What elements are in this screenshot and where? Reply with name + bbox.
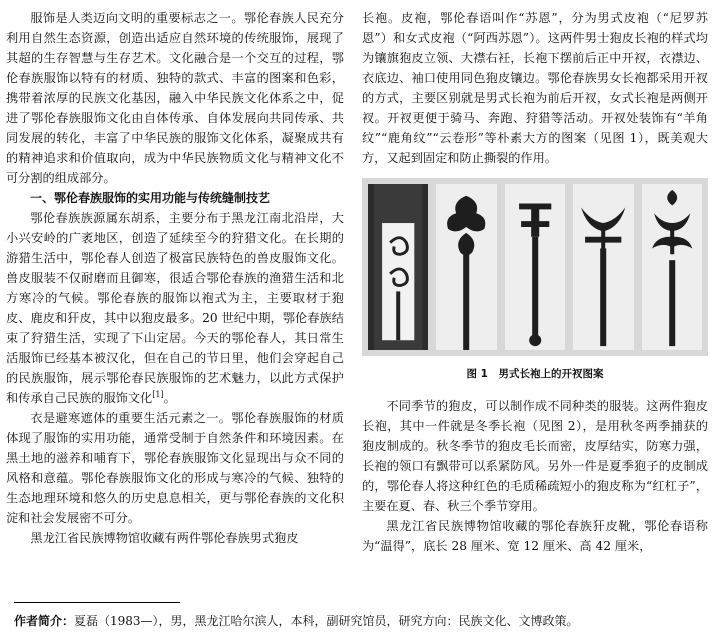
figure-photo	[362, 178, 708, 356]
pattern-strip-spiral	[368, 184, 428, 350]
body-paragraph-origin	[6, 208, 344, 408]
body-paragraph-museum: 黑龙江省民族博物馆收藏有两件鄂伦春族男式狍皮	[30, 531, 299, 545]
citation-marker[interactable]: [1]	[152, 389, 164, 399]
footnote-label: 作者简介：	[14, 614, 75, 628]
paragraph-end: 。	[163, 391, 176, 405]
pattern-strip-horn	[505, 184, 565, 350]
paragraph-text: 鄂伦春族族源属东胡系，主要分布于黑龙江南北沿岸，大小兴安岭的广袤地区，创造了延续至今的狩猎文化。在长期的游猎生活中，鄂伦春人创造了极富民族特色的兽皮服饰文化。兽皮服装不仅耐磨而且御寒，很适合鄂伦春族的渔猎生活和北方寒冷的气候。鄂伦春族的服饰以袍式为主，主要取材于狍皮、鹿皮和犴皮，其中以狍皮最多。20 世纪中期，鄂伦春族结束了狩猎生活，实现了下山定居。今天的鄂伦春人，其日常生活服饰已经基本被汉化，但在自己的节日里，他们会穿起自己的民族服饰，展示鄂伦春民族服饰的艺术魅力，以此方式保护和传承自己民族的服饰文化	[6, 211, 344, 405]
author-footnote	[14, 612, 704, 630]
footnote-divider	[14, 602, 180, 603]
left-column	[6, 8, 344, 548]
figure-caption: 图 1 男式长袍上的开衩图案	[466, 368, 604, 380]
intro-paragraph: 服饰是人类迈向文明的重要标志之一。鄂伦春族人民充分利用自然生态资源，创造出适应自然环境的传统服饰，展现了其超的生存智慧与生存艺术。文化融合是一个交互的过程，鄂伦春族服饰以特有的材质、独特的款式、丰富的图案和色彩，携带着浓厚的民族文化基因，融入中华民族文化体系之中，促进了鄂伦春族服饰文化由自体传承、自体发展向共同传承、共同发展的转化，丰富了中华民族的服饰文化体系，凝聚成共有的精神追求和价值取向，成为中华民族物质文化与精神文化不可分割的组成部分。	[6, 11, 344, 185]
right-column	[362, 8, 708, 556]
pattern-strip-cloud	[436, 184, 496, 350]
footnote-text: 夏磊（1983—），男，黑龙江哈尔滨人，本科，副研究馆员，研究方向：民族文化、文博政策。	[74, 614, 579, 628]
body-paragraph-material: 衣是避寒遮体的重要生活元素之一。鄂伦春族服饰的材质体现了服饰的实用功能，通常受制于自然条件和环境因素。在黑土地的滋养和哺育下，鄂伦春族服饰文化显现出与众不同的风格和意蕴。鄂伦春族服饰文化的形成与寒冷的气候、独特的生态地理环境和悠久的历史息息相关，更与鄂伦春族的文化积淀和社会发展密不可分。	[6, 411, 344, 525]
figure-1	[362, 178, 708, 384]
pattern-strip-deer-horn	[642, 184, 702, 350]
pattern-strip-antler	[573, 184, 633, 350]
body-paragraph-robe: 长袍。皮袍，鄂伦春语叫作“苏恩”，分为男式皮袍（“尼罗苏恩”）和女式皮袍（“阿西苏恩”）。这两件男士狍皮长袍的样式均为镶旗狍皮立领、大襟右衽，长袍下摆前后正中开衩，衣襟边、衣底边、袖口使用同色狍皮镶边。鄂伦春族男女长袍都采用开衩的方式，主要区别就是男式长袍为前后开衩，女式长袍是两侧开衩。开衩更便于骑马、奔跑、狩猎等活动。开衩处装饰有“羊角纹”“鹿角纹”“云卷形”等朴素大方的图案（见图 1），既美观大方，又起到固定和防止撕裂的作用。	[362, 11, 708, 165]
body-paragraph-seasons: 不同季节的狍皮，可以制作成不同种类的服装。这两件狍皮长袍，其中一件就是冬季长袍（见图 2），是用秋冬两季捕获的狍皮制成的。秋冬季节的狍皮毛长而密，皮厚结实，防寒力强，长袍的领口有飘带可以系紧防风。另外一件是夏季狍子的皮制成的，鄂伦春人将这种红色的毛质稀疏短小的狍皮称为“红杠子”，主要在夏、春、秋三个季节穿用。	[362, 399, 708, 513]
section-heading: 一、鄂伦春族服饰的实用功能与传统缝制技艺	[30, 191, 271, 205]
body-paragraph-boots: 黑龙江省民族博物馆收藏的鄂伦春族犴皮靴，鄂伦春语称为“温得”，底长 28 厘米、宽 12 厘米、高 42 厘米，	[362, 519, 708, 553]
